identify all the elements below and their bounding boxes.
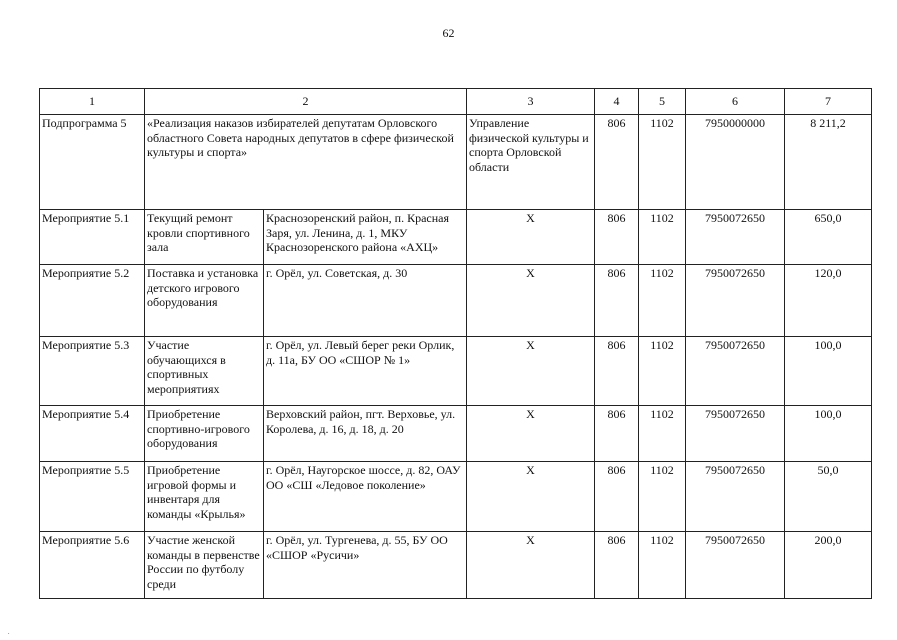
program-name: Подпрограмма 5	[40, 115, 145, 210]
row-executor: Х	[467, 210, 595, 265]
program-grbs: 806	[595, 115, 639, 210]
row-csr: 7950072650	[686, 406, 785, 462]
row-amount: 200,0	[785, 532, 872, 599]
row-rzpr: 1102	[639, 210, 686, 265]
row-grbs: 806	[595, 210, 639, 265]
header-cell-3: 3	[467, 89, 595, 115]
program-row	[40, 115, 872, 210]
row-address: г. Орёл, ул. Левый берег реки Орлик, д. 11а, БУ ОО «СШОР № 1»	[264, 337, 467, 406]
row-csr: 7950072650	[686, 532, 785, 599]
row-address: Верховский район, пгт. Верховье, ул. Королева, д. 16, д. 18, д. 20	[264, 406, 467, 462]
row-name: Мероприятие 5.2	[40, 265, 145, 337]
row-csr: 7950072650	[686, 462, 785, 532]
row-rzpr: 1102	[639, 462, 686, 532]
row-grbs: 806	[595, 532, 639, 599]
row-amount: 100,0	[785, 337, 872, 406]
row-name: Мероприятие 5.1	[40, 210, 145, 265]
row-grbs: 806	[595, 265, 639, 337]
program-description: «Реализация наказов избирателей депутатам Орловского областного Совета народных депутатов в сфере физической культуры и спорта»	[145, 115, 467, 210]
row-grbs: 806	[595, 462, 639, 532]
row-name: Мероприятие 5.3	[40, 337, 145, 406]
row-amount: 120,0	[785, 265, 872, 337]
row-name: Мероприятие 5.5	[40, 462, 145, 532]
row-name: Мероприятие 5.4	[40, 406, 145, 462]
row-amount: 650,0	[785, 210, 872, 265]
budget-table	[39, 88, 872, 599]
row-name: Мероприятие 5.6	[40, 532, 145, 599]
table-row	[40, 265, 872, 337]
header-cell-7: 7	[785, 89, 872, 115]
row-executor: Х	[467, 337, 595, 406]
row-executor: Х	[467, 265, 595, 337]
row-title: Приобретение игровой формы и инвентаря для команды «Крылья»	[145, 462, 264, 532]
table-row	[40, 337, 872, 406]
row-amount: 100,0	[785, 406, 872, 462]
row-grbs: 806	[595, 337, 639, 406]
row-title: Приобретение спортивно-игрового оборудования	[145, 406, 264, 462]
header-row	[40, 89, 872, 115]
page-number: 62	[442, 26, 455, 40]
header-cell-2: 2	[145, 89, 467, 115]
row-address: г. Орёл, ул. Тургенева, д. 55, БУ ОО «СШОР «Русичи»	[264, 532, 467, 599]
header-cell-1: 1	[40, 89, 145, 115]
program-csr: 7950000000	[686, 115, 785, 210]
row-csr: 7950072650	[686, 210, 785, 265]
header-cell-6: 6	[686, 89, 785, 115]
row-rzpr: 1102	[639, 406, 686, 462]
row-executor: Х	[467, 406, 595, 462]
table-row	[40, 210, 872, 265]
row-title: Участие обучающихся в спортивных мероприятиях	[145, 337, 264, 406]
row-rzpr: 1102	[639, 532, 686, 599]
program-executor: Управление физической культуры и спорта Орловской области	[467, 115, 595, 210]
row-executor: Х	[467, 532, 595, 599]
row-rzpr: 1102	[639, 337, 686, 406]
table-row	[40, 532, 872, 599]
table-row	[40, 406, 872, 462]
row-rzpr: 1102	[639, 265, 686, 337]
header-cell-4: 4	[595, 89, 639, 115]
row-title: Поставка и установка детского игрового оборудования	[145, 265, 264, 337]
row-csr: 7950072650	[686, 265, 785, 337]
header-cell-5: 5	[639, 89, 686, 115]
row-grbs: 806	[595, 406, 639, 462]
row-amount: 50,0	[785, 462, 872, 532]
row-title: Участие женской команды в первенстве России по футболу среди	[145, 532, 264, 599]
row-csr: 7950072650	[686, 337, 785, 406]
row-address: г. Орёл, Наугорское шоссе, д. 82, ОАУ ОО «СШ «Ледовое поколение»	[264, 462, 467, 532]
row-address: Краснозоренский район, п. Красная Заря, ул. Ленина, д. 1, МКУ Краснозоренского района «АХЦ»	[264, 210, 467, 265]
program-amount: 8 211,2	[785, 115, 872, 210]
row-address: г. Орёл, ул. Советская, д. 30	[264, 265, 467, 337]
table-row	[40, 462, 872, 532]
row-title: Текущий ремонт кровли спортивного зала	[145, 210, 264, 265]
row-executor: Х	[467, 462, 595, 532]
footer-mark: .	[8, 630, 10, 636]
program-rzpr: 1102	[639, 115, 686, 210]
